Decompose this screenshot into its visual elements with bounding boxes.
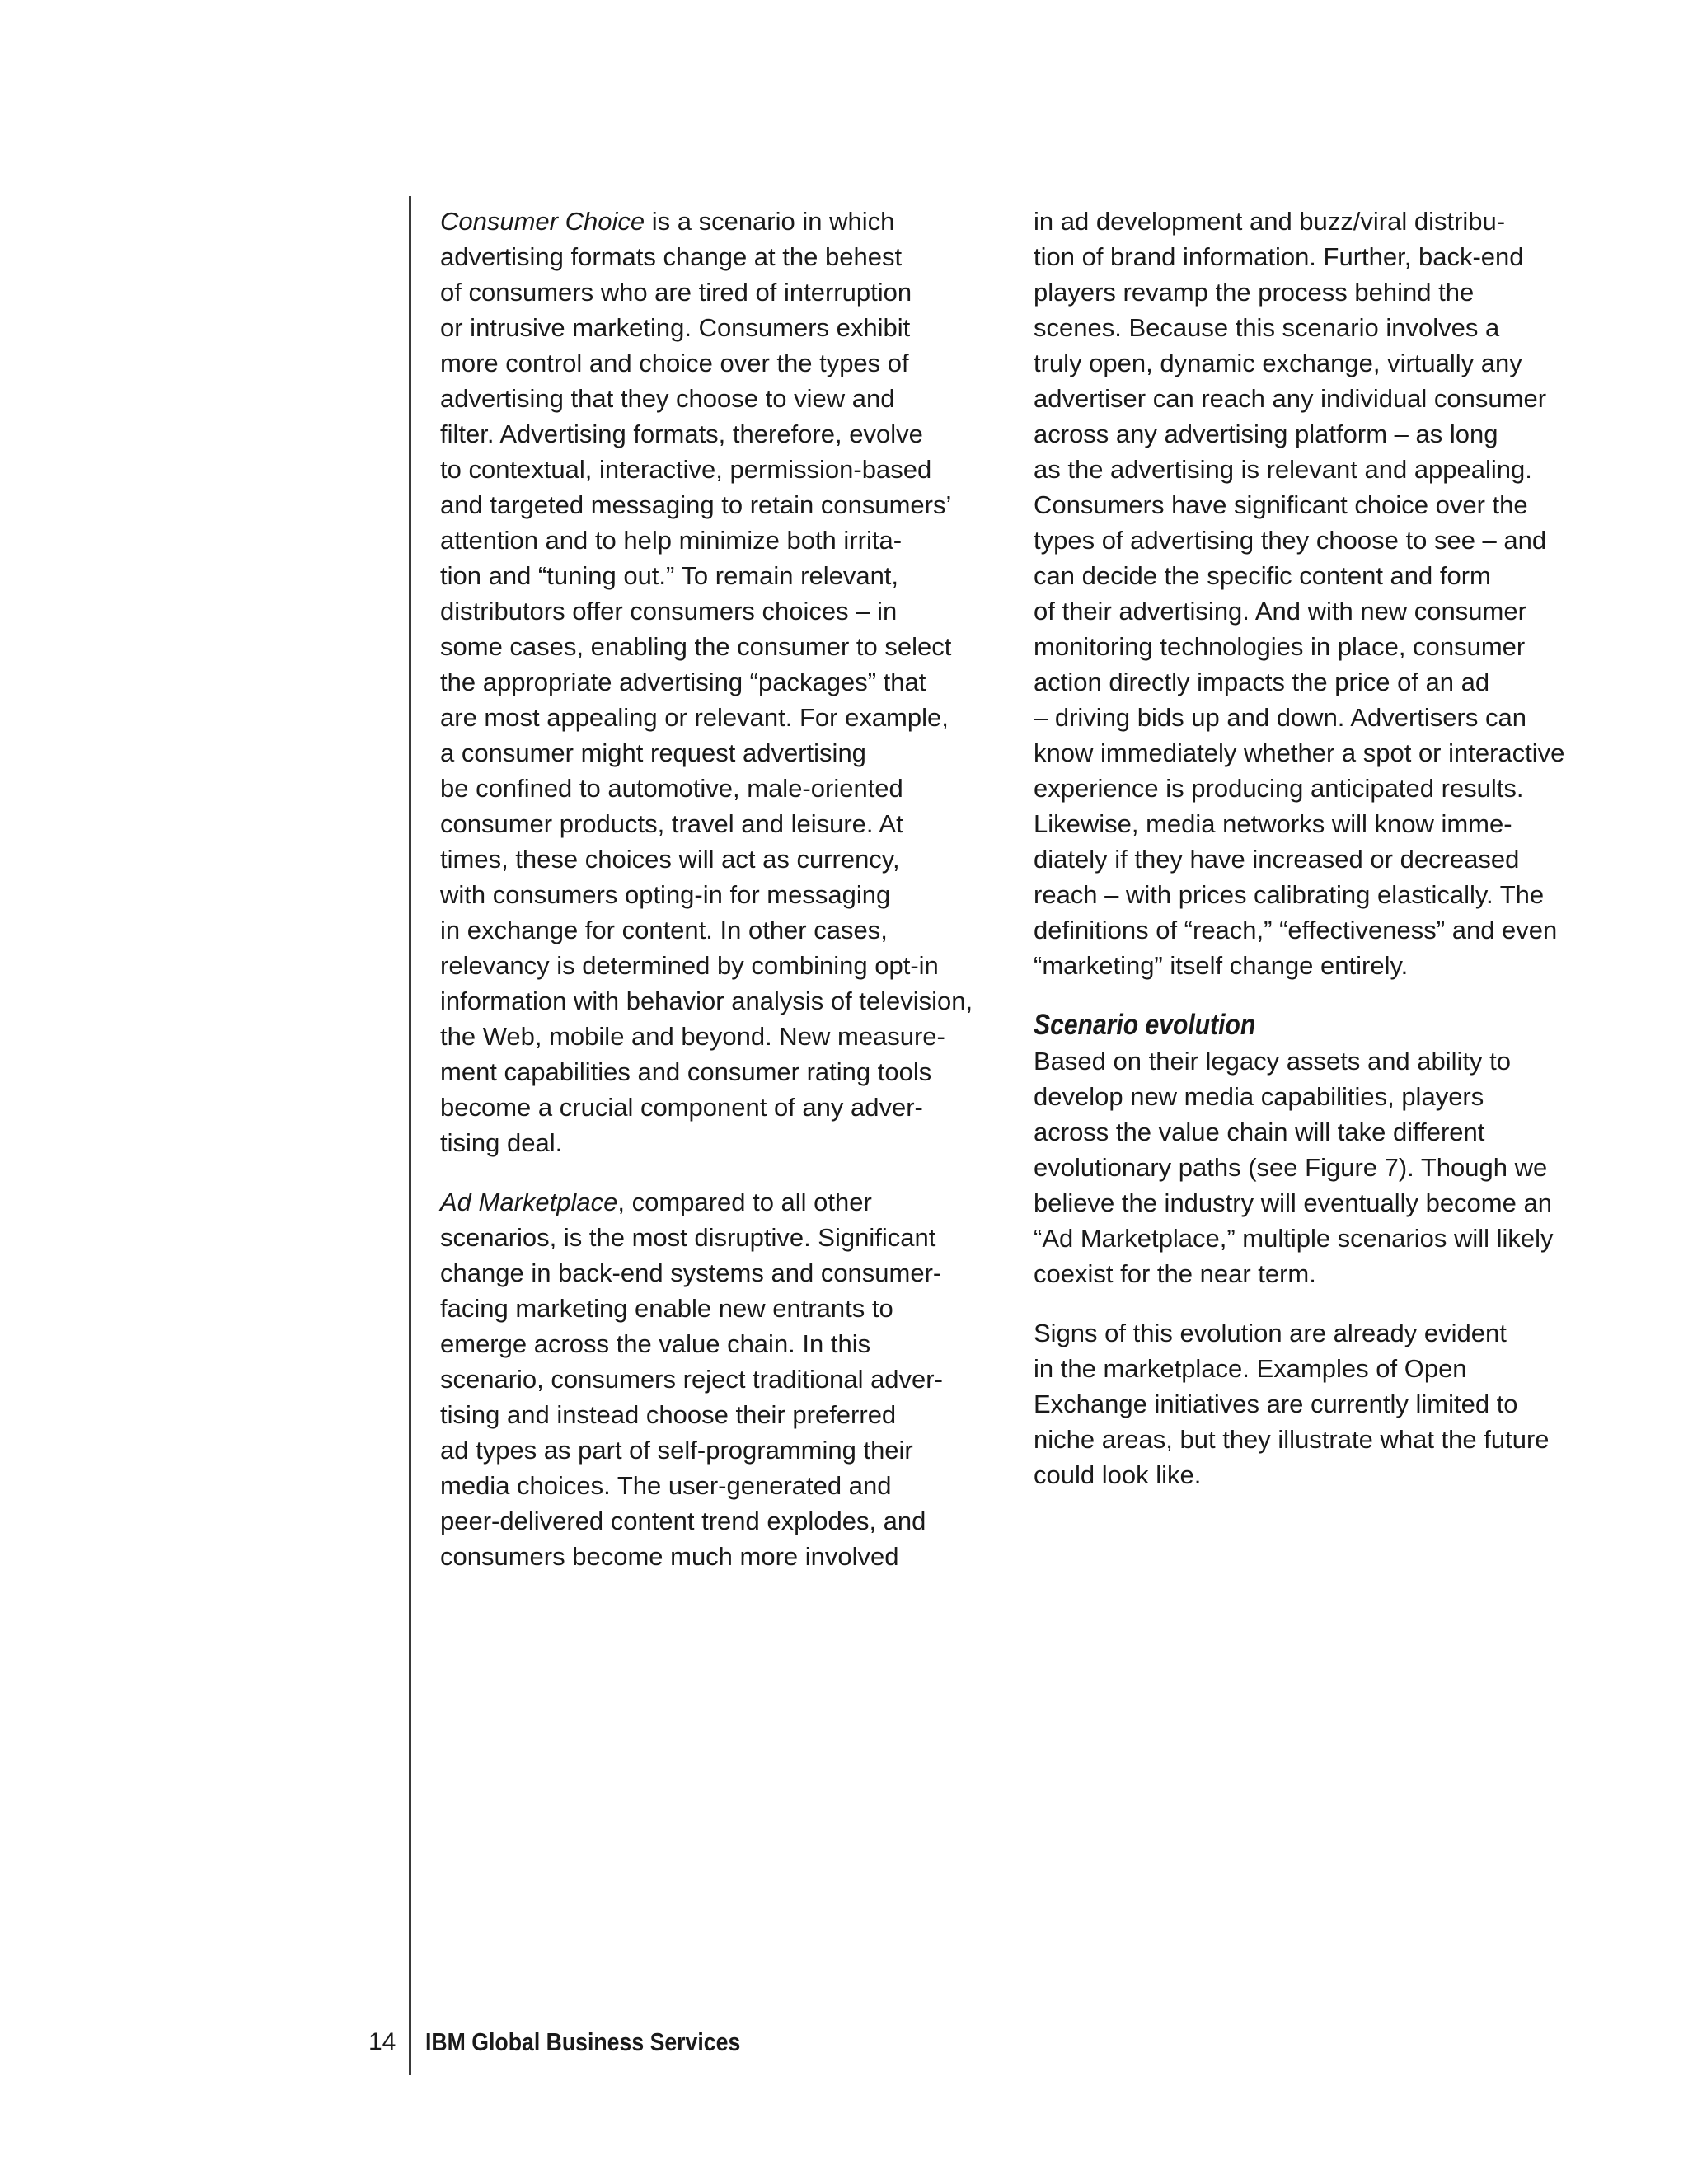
text-line: in the marketplace. Examples of Open xyxy=(1034,1354,1467,1383)
text-line: more control and choice over the types of xyxy=(440,349,909,377)
scenario-name-italic: Ad Marketplace xyxy=(440,1188,618,1216)
text-line: “Ad Marketplace,” multiple scenarios will likely xyxy=(1034,1224,1554,1253)
paragraph-ad-marketplace-continued xyxy=(1034,204,1611,983)
paragraph-signs-of-evolution xyxy=(1034,1315,1611,1493)
right-column xyxy=(1034,204,1611,1516)
text-line: Consumers have significant choice over the xyxy=(1034,490,1528,519)
text-line: in ad development and buzz/viral distribu- xyxy=(1034,207,1506,236)
text-line: with consumers opting-in for messaging xyxy=(440,880,891,909)
text-line: advertising that they choose to view and xyxy=(440,384,895,413)
text-line: Exchange initiatives are currently limited to xyxy=(1034,1390,1518,1418)
text-line: are most appealing or relevant. For example, xyxy=(440,703,949,732)
text-line: ment capabilities and consumer rating tools xyxy=(440,1057,932,1086)
text-line: emerge across the value chain. In this xyxy=(440,1329,871,1358)
text-line: times, these choices will act as currency, xyxy=(440,845,900,874)
text-fragment: is a scenario in which xyxy=(645,207,895,236)
text-line: of their advertising. And with new consumer xyxy=(1034,597,1526,626)
text-line: can decide the specific content and form xyxy=(1034,561,1491,590)
text-line: “marketing” itself change entirely. xyxy=(1034,951,1409,980)
text-line: a consumer might request advertising xyxy=(440,738,866,767)
text-line: across the value chain will take different xyxy=(1034,1118,1485,1146)
text-line: truly open, dynamic exchange, virtually any xyxy=(1034,349,1522,377)
text-line: know immediately whether a spot or interactive xyxy=(1034,738,1565,767)
text-line: develop new media capabilities, players xyxy=(1034,1082,1484,1111)
paragraph-ad-marketplace xyxy=(440,1184,1017,1574)
text-line: definitions of “reach,” “effectiveness” and even xyxy=(1034,916,1558,944)
text-line: reach – with prices calibrating elastically. The xyxy=(1034,880,1545,909)
text-line: advertising formats change at the behest xyxy=(440,242,903,271)
text-line: or intrusive marketing. Consumers exhibit xyxy=(440,313,911,342)
text-fragment: , compared to all other xyxy=(617,1188,872,1216)
text-line: as the advertising is relevant and appealing. xyxy=(1034,455,1532,484)
text-line: the Web, mobile and beyond. New measure- xyxy=(440,1022,945,1051)
text-line: monitoring technologies in place, consumer xyxy=(1034,632,1526,661)
text-line: evolutionary paths (see Figure 7). Though we xyxy=(1034,1153,1548,1182)
text-line: of consumers who are tired of interruption xyxy=(440,278,912,307)
text-line: Signs of this evolution are already evident xyxy=(1034,1319,1507,1347)
paragraph-consumer-choice xyxy=(440,204,1017,1160)
margin-rule xyxy=(409,196,411,2075)
text-line: diately if they have increased or decreased xyxy=(1034,845,1520,874)
text-line: in exchange for content. In other cases, xyxy=(440,916,888,944)
text-line: be confined to automotive, male-oriented xyxy=(440,774,903,803)
text-line: scenes. Because this scenario involves a xyxy=(1034,313,1500,342)
text-line: experience is producing anticipated results. xyxy=(1034,774,1524,803)
text-line: tising and instead choose their preferred xyxy=(440,1400,897,1429)
text-line: facing marketing enable new entrants to xyxy=(440,1294,893,1323)
text-line: become a crucial component of any adver- xyxy=(440,1093,923,1122)
paragraph-first-line xyxy=(440,1184,1017,1220)
text-line: advertiser can reach any individual consumer xyxy=(1034,384,1547,413)
text-line: coexist for the near term. xyxy=(1034,1259,1316,1288)
section-heading: Scenario evolution xyxy=(1034,1009,1256,1041)
text-line: ad types as part of self-programming their xyxy=(440,1436,913,1465)
text-line: scenario, consumers reject traditional adver- xyxy=(440,1365,943,1394)
text-line: types of advertising they choose to see – and xyxy=(1034,526,1547,555)
text-line: consumers become much more involved xyxy=(440,1542,899,1571)
text-line: players revamp the process behind the xyxy=(1034,278,1475,307)
text-line: believe the industry will eventually become an xyxy=(1034,1188,1552,1217)
text-line: scenarios, is the most disruptive. Significant xyxy=(440,1223,936,1252)
text-line: Based on their legacy assets and ability to xyxy=(1034,1047,1512,1076)
footer-brand: IBM Global Business Services xyxy=(425,2027,741,2056)
page-number: 14 xyxy=(368,2028,396,2055)
text-line: tion and “tuning out.” To remain relevant, xyxy=(440,561,899,590)
text-line: consumer products, travel and leisure. At xyxy=(440,809,903,838)
text-line: distributors offer consumers choices – in xyxy=(440,597,898,626)
text-line: niche areas, but they illustrate what the future xyxy=(1034,1425,1550,1454)
text-line: across any advertising platform – as long xyxy=(1034,419,1498,448)
text-line: media choices. The user-generated and xyxy=(440,1471,892,1500)
text-line: filter. Advertising formats, therefore, evolve xyxy=(440,419,923,448)
text-line: could look like. xyxy=(1034,1460,1202,1489)
text-line: peer-delivered content trend explodes, and xyxy=(440,1507,926,1535)
text-line: tion of brand information. Further, back-end xyxy=(1034,242,1524,271)
text-line: to contextual, interactive, permission-based xyxy=(440,455,932,484)
scenario-name-italic: Consumer Choice xyxy=(440,207,645,236)
text-line: tising deal. xyxy=(440,1128,563,1157)
paragraph-first-line xyxy=(440,204,1017,239)
text-line: action directly impacts the price of an ad xyxy=(1034,668,1490,696)
text-line: some cases, enabling the consumer to select xyxy=(440,632,952,661)
text-line: attention and to help minimize both irrita- xyxy=(440,526,903,555)
text-line: – driving bids up and down. Advertisers can xyxy=(1034,703,1526,732)
text-line: change in back-end systems and consumer- xyxy=(440,1258,942,1287)
text-line: relevancy is determined by combining opt-in xyxy=(440,951,939,980)
left-column xyxy=(440,204,1017,1598)
text-line: Likewise, media networks will know imme- xyxy=(1034,809,1512,838)
text-line: the appropriate advertising “packages” that xyxy=(440,668,926,696)
paragraph-scenario-evolution xyxy=(1034,1043,1611,1291)
text-line: information with behavior analysis of television, xyxy=(440,987,973,1015)
text-line: and targeted messaging to retain consumers’ xyxy=(440,490,952,519)
